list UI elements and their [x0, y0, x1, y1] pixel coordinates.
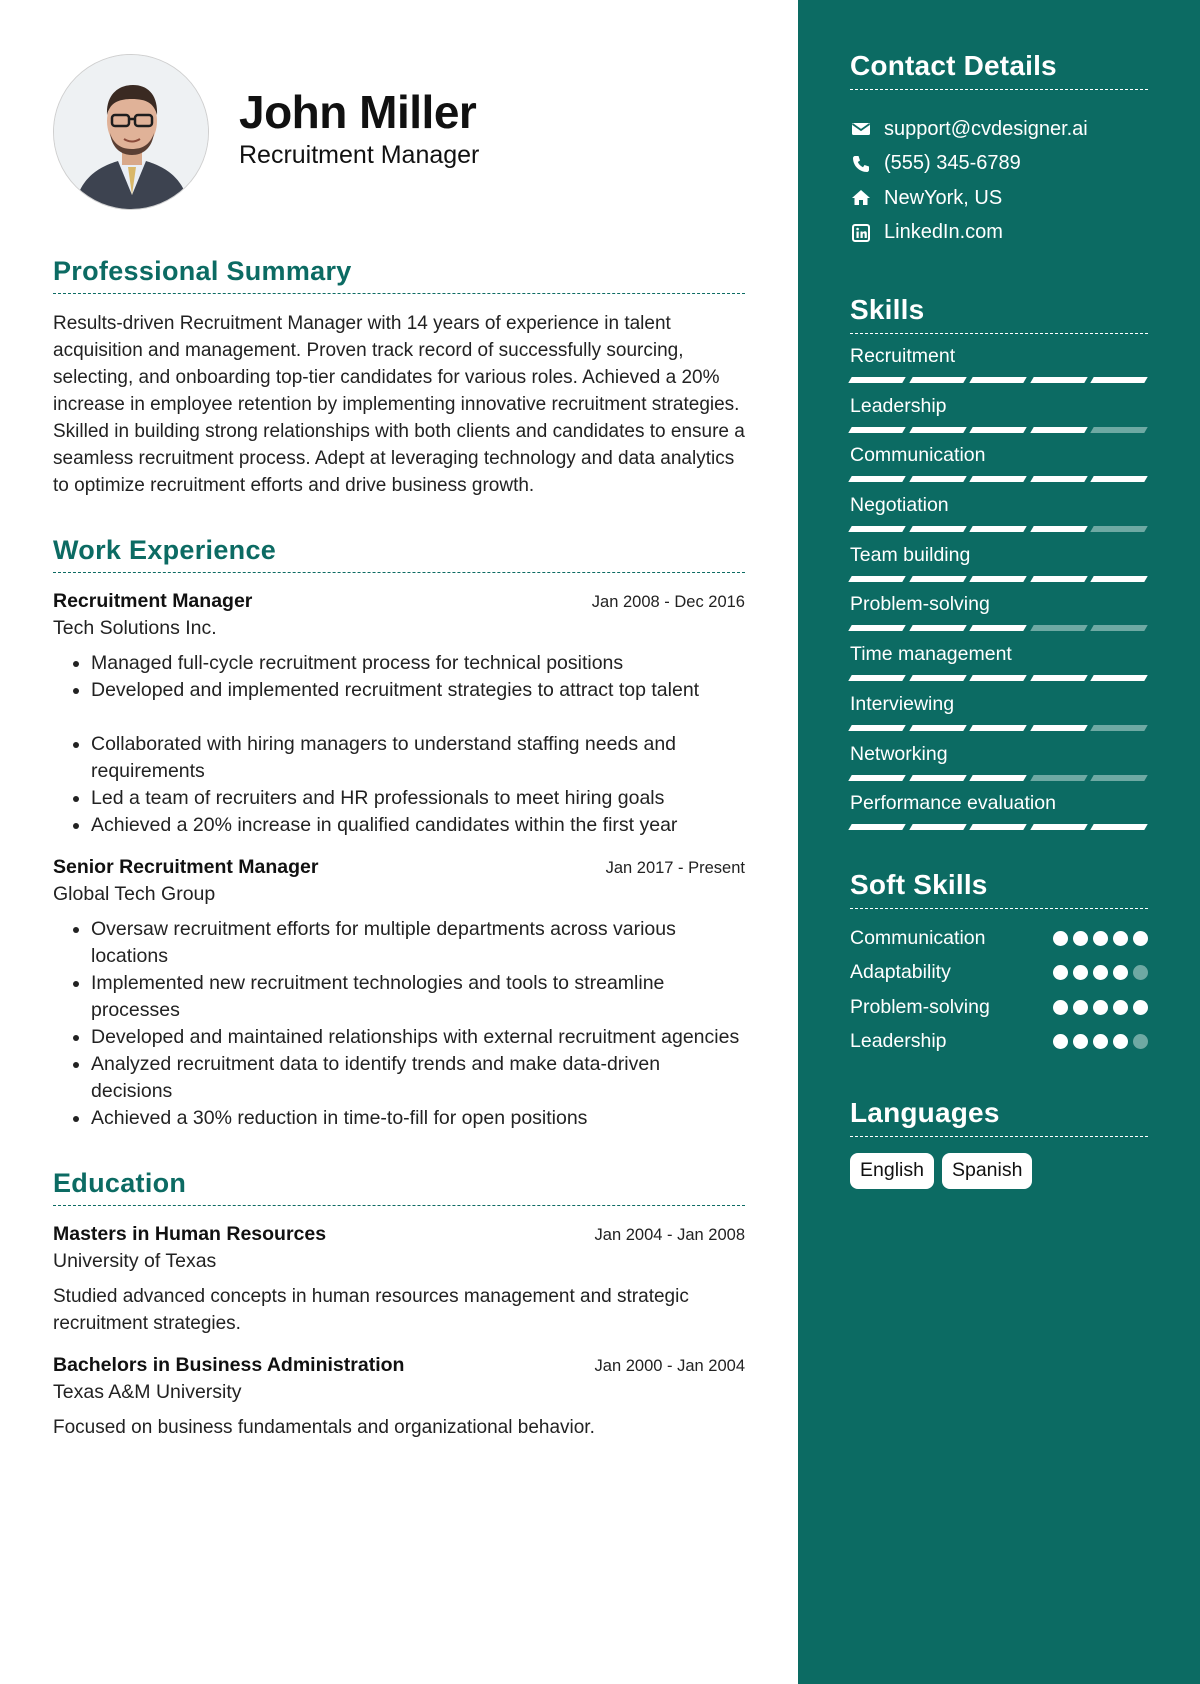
education-entry — [53, 1354, 745, 1441]
header-text — [239, 86, 479, 170]
languages-section — [850, 1097, 1148, 1189]
linkedin-icon — [850, 223, 872, 243]
rating-dot — [1113, 1000, 1128, 1015]
languages-title: Languages — [850, 1097, 1148, 1137]
skill-label: Communication — [850, 444, 986, 467]
rating-dot — [1093, 1034, 1108, 1049]
skill-level-segment — [909, 625, 966, 631]
skill-level-segment — [969, 476, 1026, 482]
skill-item — [850, 384, 1148, 434]
education-section — [53, 1168, 745, 1441]
rating-dot — [1073, 931, 1088, 946]
rating-dot — [1073, 1034, 1088, 1049]
degree-title: Bachelors in Business Administration — [53, 1354, 405, 1376]
skill-level-segment — [909, 675, 966, 681]
skill-item — [850, 433, 1148, 483]
skill-label: Negotiation — [850, 494, 949, 517]
contact-email[interactable] — [850, 112, 1148, 147]
skill-label: Problem-solving — [850, 593, 990, 616]
contact-location — [850, 181, 1148, 216]
skill-level-segment — [848, 775, 905, 781]
skill-item — [850, 781, 1148, 831]
skill-level-segment — [848, 476, 905, 482]
skill-level-segment — [1090, 625, 1147, 631]
job-bullets — [53, 916, 745, 1132]
job-bullet: • Implemented new recruitment technologies and tools to streamline processes — [91, 970, 745, 1024]
job-bullet: • Led a team of recruiters and HR professionals to meet hiring goals — [91, 785, 745, 812]
skill-item — [850, 682, 1148, 732]
skill-level-segment — [909, 775, 966, 781]
contact-list — [850, 112, 1148, 250]
skill-label: Leadership — [850, 394, 947, 417]
soft-skills-section — [850, 869, 1148, 1059]
skill-level-segment — [1030, 675, 1087, 681]
soft-skills-title: Soft Skills — [850, 869, 1148, 909]
contact-location-text: NewYork, US — [884, 186, 1003, 209]
summary-title: Professional Summary — [53, 256, 745, 294]
skill-level-segment — [909, 824, 966, 830]
rating-dot — [1133, 931, 1148, 946]
skill-label: Recruitment — [850, 345, 956, 367]
rating-dot — [1053, 1000, 1068, 1015]
contact-linkedin[interactable] — [850, 216, 1148, 251]
education-title: Education — [53, 1168, 745, 1206]
skill-level-segment — [909, 476, 966, 482]
home-icon — [850, 188, 872, 208]
soft-skill-label: Adaptability — [850, 961, 951, 984]
phone-icon — [850, 154, 872, 174]
skills-section — [850, 294, 1148, 831]
skill-label: Time management — [850, 643, 1012, 666]
skill-level-segment — [1030, 526, 1087, 532]
soft-skill-item — [850, 921, 1148, 956]
skill-level-bars — [850, 725, 1148, 731]
skill-item — [850, 582, 1148, 632]
rating-dot — [1053, 931, 1068, 946]
job-bullet: • Achieved a 20% increase in qualified candidates within the first year — [91, 812, 745, 839]
skill-level-segment — [1030, 775, 1087, 781]
rating-dot — [1133, 965, 1148, 980]
degree-description: Focused on business fundamentals and organizational behavior. — [53, 1417, 595, 1438]
soft-skills-list — [850, 921, 1148, 1059]
language-tag: Spanish — [942, 1153, 1032, 1189]
skill-level-bars — [850, 775, 1148, 781]
rating-dot — [1093, 931, 1108, 946]
skill-level-segment — [969, 576, 1026, 582]
skill-level-segment — [1030, 377, 1087, 383]
skill-level-segment — [1090, 725, 1147, 731]
skill-item — [850, 334, 1148, 384]
skill-item — [850, 533, 1148, 583]
degree-description: Studied advanced concepts in human resources management and strategic recruitment strategies. — [53, 1286, 689, 1334]
degree-date: Jan 2000 - Jan 2004 — [594, 1357, 745, 1375]
school-name: University of Texas — [53, 1250, 217, 1272]
skill-level-segment — [909, 576, 966, 582]
skill-item — [850, 483, 1148, 533]
skill-level-segment — [1090, 427, 1147, 433]
soft-skill-rating — [1053, 965, 1148, 980]
contact-linkedin-text: LinkedIn.com — [884, 221, 1003, 244]
skill-level-bars — [850, 476, 1148, 482]
languages-list — [850, 1153, 1148, 1189]
skills-title: Skills — [850, 294, 1148, 334]
candidate-name: John Miller — [239, 86, 477, 139]
skill-level-bars — [850, 526, 1148, 532]
skill-level-segment — [1030, 427, 1087, 433]
skill-level-segment — [1090, 576, 1147, 582]
skill-level-segment — [909, 725, 966, 731]
resume-header — [53, 54, 745, 210]
profile-photo — [53, 54, 209, 210]
job-bullet: • Managed full-cycle recruitment process for technical positions — [91, 650, 745, 677]
soft-skill-label: Leadership — [850, 1030, 947, 1053]
skill-level-segment — [848, 576, 905, 582]
rating-dot — [1073, 1000, 1088, 1015]
skill-level-segment — [969, 526, 1026, 532]
skill-level-segment — [969, 625, 1026, 631]
candidate-role: Recruitment Manager — [239, 140, 480, 169]
summary-text: Results-driven Recruitment Manager with 14 years of experience in talent acquisition and management. Proven track record of successfully sourcing, selecting, and onboarding top-tier candidates for various roles. Achieved a 20% increase in employee retention by implementing innovative recruitment strategies. Skilled in building strong relationships with both clients and candidates to ensure a seamless recruitment process. Adept at leveraging technology and data analytics to optimize recruitment efforts and drive business growth. — [53, 313, 745, 496]
job-bullets — [53, 650, 745, 839]
skill-level-segment — [909, 427, 966, 433]
sidebar — [798, 0, 1200, 1684]
summary-section — [53, 256, 745, 499]
work-title: Work Experience — [53, 535, 745, 573]
job-title: Senior Recruitment Manager — [53, 856, 319, 878]
soft-skill-item — [850, 1024, 1148, 1059]
skill-label: Performance evaluation — [850, 792, 1056, 815]
job-date: Jan 2008 - Dec 2016 — [591, 593, 745, 611]
education-entry — [53, 1223, 745, 1337]
skill-level-segment — [848, 625, 905, 631]
contact-email-text: support@cvdesigner.ai — [884, 117, 1088, 140]
rating-dot — [1133, 1034, 1148, 1049]
skill-level-bars — [850, 824, 1148, 830]
soft-skill-rating — [1053, 931, 1148, 946]
skill-level-segment — [1030, 824, 1087, 830]
skill-level-segment — [848, 427, 905, 433]
job-date: Jan 2017 - Present — [605, 859, 745, 877]
skill-level-segment — [1090, 824, 1147, 830]
soft-skill-label: Communication — [850, 926, 986, 949]
soft-skill-rating — [1053, 1034, 1148, 1049]
job-bullet: • Achieved a 30% reduction in time-to-fill for open positions — [91, 1105, 745, 1132]
job-title: Recruitment Manager — [53, 590, 253, 612]
rating-dot — [1053, 965, 1068, 980]
skill-level-segment — [1090, 526, 1147, 532]
skill-level-segment — [1090, 775, 1147, 781]
job-entry — [53, 856, 745, 1132]
soft-skill-item — [850, 955, 1148, 990]
skill-level-segment — [969, 775, 1026, 781]
skill-level-segment — [1030, 725, 1087, 731]
skill-level-segment — [909, 377, 966, 383]
skill-level-segment — [969, 824, 1026, 830]
rating-dot — [1053, 1034, 1068, 1049]
skill-level-segment — [848, 377, 905, 383]
degree-date: Jan 2004 - Jan 2008 — [594, 1226, 745, 1244]
skill-level-segment — [969, 675, 1026, 681]
contact-phone-text: (555) 345-6789 — [884, 152, 1021, 175]
rating-dot — [1113, 965, 1128, 980]
rating-dot — [1113, 1034, 1128, 1049]
job-bullet: • Developed and implemented recruitment strategies to attract top talent — [91, 677, 745, 704]
soft-skill-item — [850, 990, 1148, 1025]
skill-level-segment — [969, 377, 1026, 383]
skill-level-segment — [1030, 625, 1087, 631]
rating-dot — [1093, 1000, 1108, 1015]
job-entry — [53, 590, 745, 839]
skill-level-segment — [969, 725, 1026, 731]
rating-dot — [1113, 931, 1128, 946]
job-bullet: • Analyzed recruitment data to identify trends and make data-driven decisions — [91, 1051, 745, 1105]
skill-level-segment — [909, 526, 966, 532]
skill-level-segment — [848, 725, 905, 731]
job-bullet: • Collaborated with hiring managers to understand staffing needs and requirements — [91, 731, 745, 785]
contact-title: Contact Details — [850, 50, 1148, 90]
skill-item — [850, 732, 1148, 782]
degree-title: Masters in Human Resources — [53, 1223, 327, 1245]
skill-label: Interviewing — [850, 692, 955, 715]
rating-dot — [1073, 965, 1088, 980]
skill-level-segment — [848, 675, 905, 681]
skill-label: Team building — [850, 543, 971, 566]
skill-level-segment — [1090, 476, 1147, 482]
language-tag: English — [850, 1153, 934, 1189]
skill-level-bars — [850, 427, 1148, 433]
job-bullet: • Developed and maintained relationships with external recruitment agencies — [91, 1024, 745, 1051]
envelope-icon — [850, 119, 872, 139]
rating-dot — [1093, 965, 1108, 980]
job-company: Global Tech Group — [53, 883, 216, 905]
contact-phone[interactable] — [850, 147, 1148, 182]
skill-level-segment — [1090, 675, 1147, 681]
skill-item — [850, 632, 1148, 682]
skill-level-segment — [1090, 377, 1147, 383]
skill-level-segment — [848, 824, 905, 830]
skill-level-segment — [1030, 576, 1087, 582]
skill-level-segment — [848, 526, 905, 532]
skill-level-bars — [850, 625, 1148, 631]
skill-level-segment — [969, 427, 1026, 433]
soft-skill-rating — [1053, 1000, 1148, 1015]
skill-level-bars — [850, 675, 1148, 681]
skill-level-bars — [850, 377, 1148, 383]
soft-skill-label: Problem-solving — [850, 995, 990, 1018]
job-company: Tech Solutions Inc. — [53, 617, 217, 639]
job-bullet: • Oversaw recruitment efforts for multiple departments across various locations — [91, 916, 745, 970]
skill-label: Networking — [850, 742, 948, 765]
rating-dot — [1133, 1000, 1148, 1015]
school-name: Texas A&M University — [53, 1381, 242, 1403]
skills-list — [850, 334, 1148, 831]
skill-level-bars — [850, 576, 1148, 582]
work-section — [53, 535, 745, 1132]
avatar-illustration — [54, 55, 209, 210]
skill-level-segment — [1030, 476, 1087, 482]
